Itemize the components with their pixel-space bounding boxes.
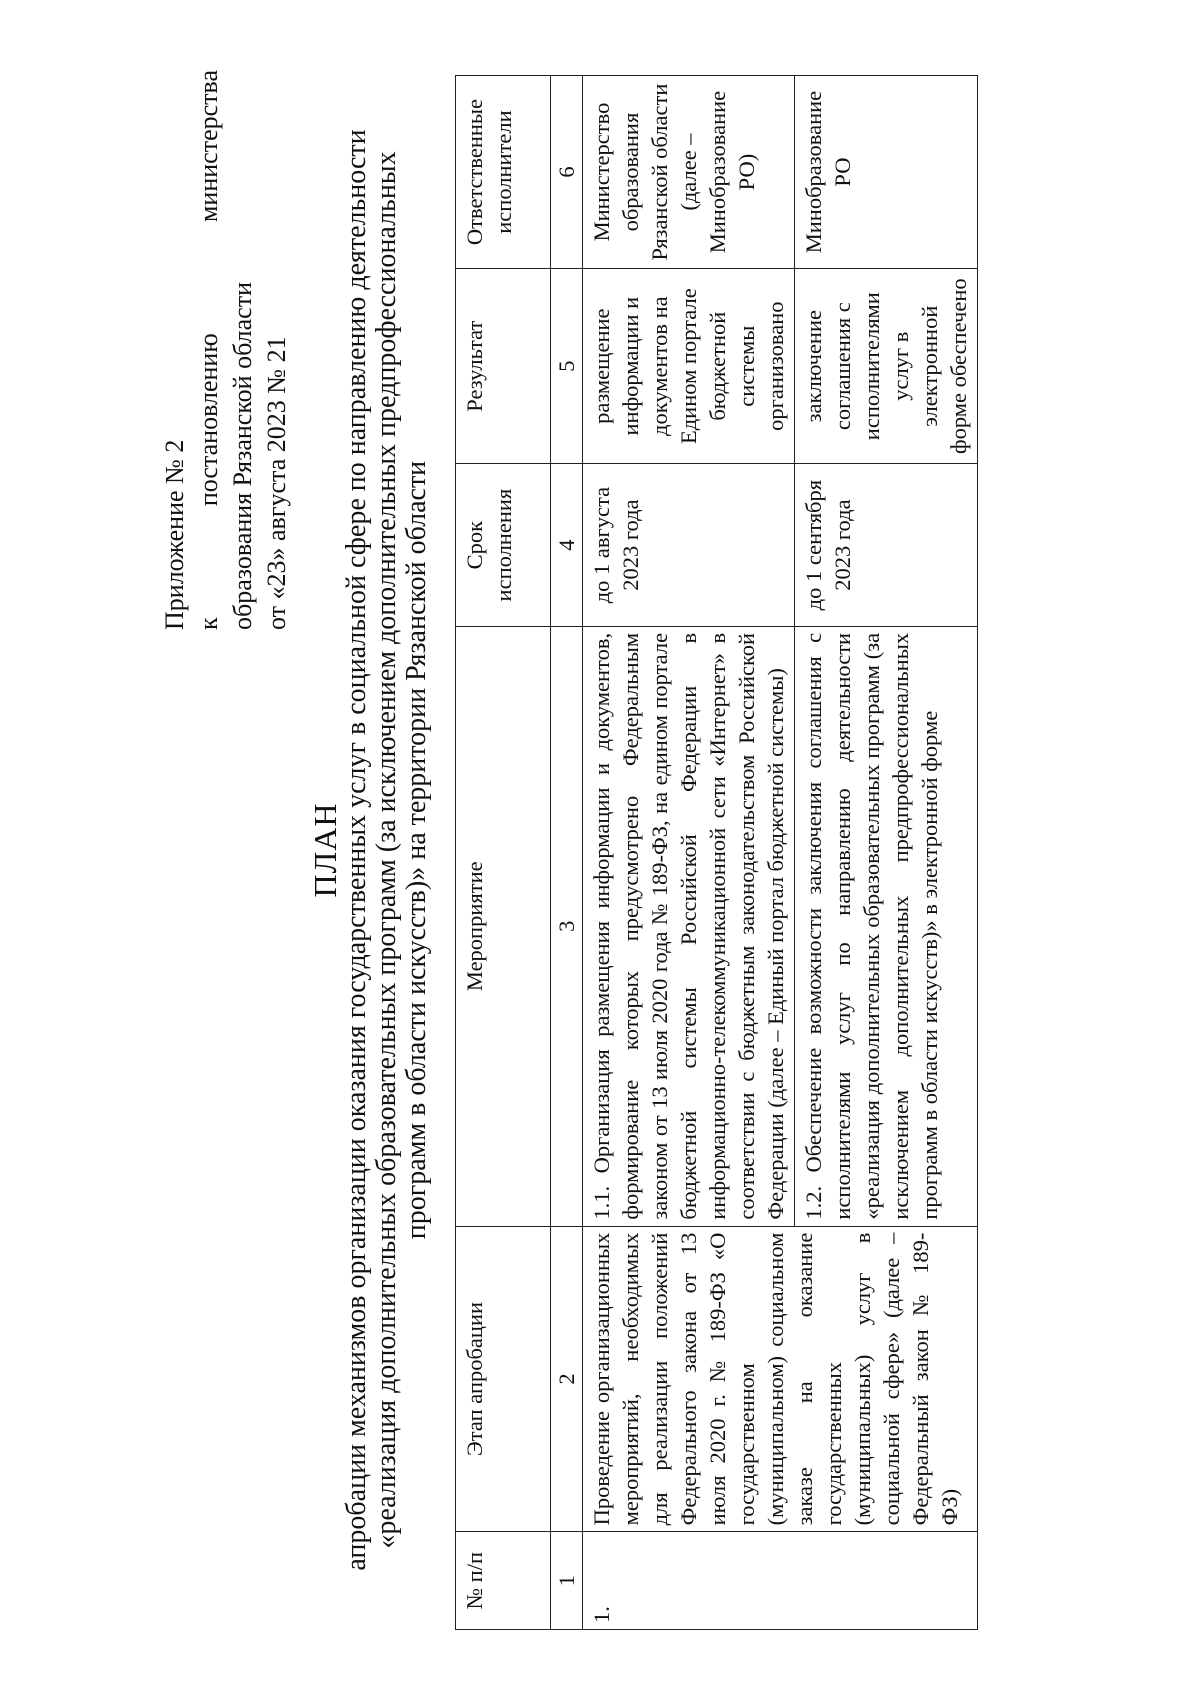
- activity-text: 1.2. Обеспечение возможности заключения соглашения с исполнителями услуг по направлению деятельности «реализация дополнительных образовательных программ (за исключением дополнительных предпрофессиональных программ в области искусств)» в электронной форме: [795, 626, 978, 1226]
- column-number-row: [551, 76, 583, 1630]
- header-number: № п/п: [456, 1532, 551, 1630]
- header-stage: Этап апробации: [456, 1226, 551, 1532]
- header-activity: Мероприятие: [456, 626, 551, 1226]
- activity-responsible: Минобразование РО: [795, 76, 978, 269]
- activity-result: размещение информации и документов на Едином портале бюджетной системы организовано: [583, 269, 795, 464]
- column-number: 3: [551, 626, 583, 1226]
- column-number: 2: [551, 1226, 583, 1532]
- title-line-2: «реализация дополнительных образовательных программ (за исключением дополнительных предпрофессиональных: [371, 151, 402, 1549]
- appendix-title: Приложение № 2: [160, 439, 189, 630]
- title-plan: ПЛАН: [307, 802, 343, 898]
- activity-responsible: Министерство образования Рязанской области (далее – Минобразование РО): [583, 76, 795, 269]
- plan-table: [455, 75, 978, 1630]
- header-responsible: Ответственные исполнители: [456, 76, 551, 269]
- table-header-row: [456, 76, 551, 1630]
- activity-result: заключение соглашения с исполнителями услуг в электронной форме обеспечено: [795, 269, 978, 464]
- appendix-ministry: образования Рязанской области: [228, 282, 257, 630]
- activity-deadline: до 1 августа 2023 года: [583, 464, 795, 627]
- column-number: 4: [551, 464, 583, 627]
- appendix-reference: к постановлению министерства: [194, 70, 223, 630]
- document-title: [307, 70, 432, 1630]
- column-number: 1: [551, 1532, 583, 1630]
- row-stage: Проведение организационных мероприятий, необходимых для реализации положений Федерального закона от 13 июля 2020 г. № 189-ФЗ «О государственном (муниципальном) социальном заказе на оказание государственных (муниципальных) услуг в социальной сфере» (далее – Федеральный закон № 189-ФЗ): [583, 1226, 978, 1532]
- row-number: 1.: [583, 1532, 978, 1630]
- appendix-block: [158, 70, 294, 630]
- title-line-1: апробации механизмов организации оказания государственных услуг в социальной сфере по направлению деятельности: [341, 129, 372, 1571]
- activity-text: 1.1. Организация размещения информации и документов, формирование которых предусмотрено Федеральным законом от 13 июля 2020 года № 189-ФЗ, на едином портале бюджетной системы Российской Федерации в информационно-телекоммуникационной сети «Интернет» в соответствии с бюджетным законодательством Российской Федерации (далее – Единый портал бюджетной системы): [583, 626, 795, 1226]
- column-number: 5: [551, 269, 583, 464]
- column-number: 6: [551, 76, 583, 269]
- header-deadline: Срок исполнения: [456, 464, 551, 627]
- header-result: Результат: [456, 269, 551, 464]
- appendix-date: от «23» августа 2023 № 21: [262, 336, 291, 630]
- document-page: [150, 70, 1050, 1630]
- activity-deadline: до 1 сентября 2023 года: [795, 464, 978, 627]
- table-row: [583, 76, 795, 1630]
- title-line-3: программ в области искусств)» на территории Рязанской области: [401, 460, 432, 1240]
